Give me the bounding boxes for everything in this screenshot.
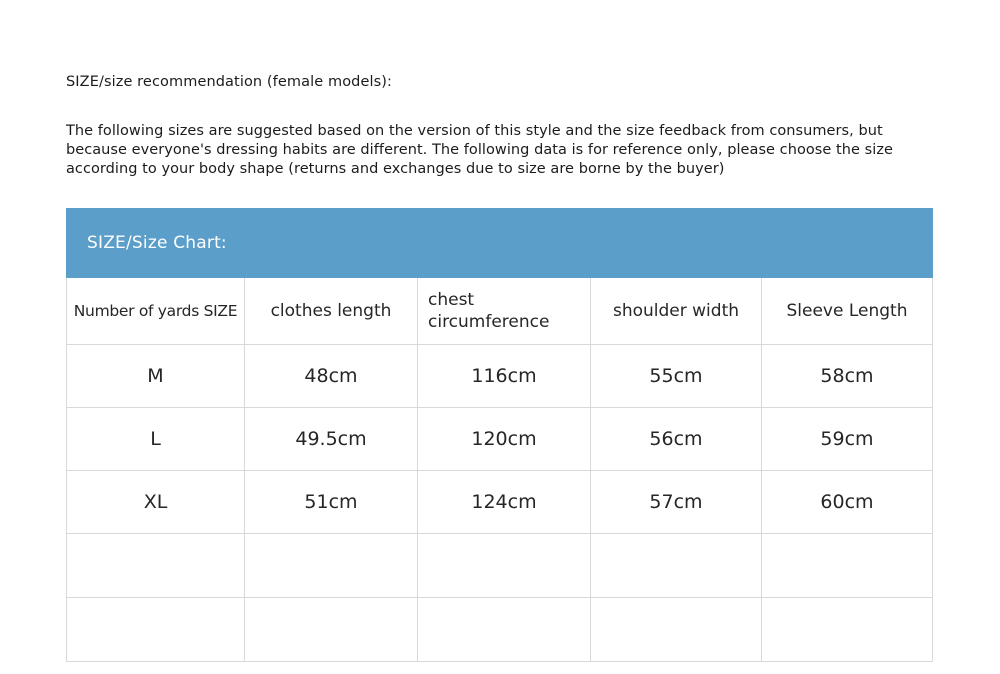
- size-table: [66, 208, 933, 662]
- size-table-container: [66, 208, 932, 662]
- intro-paragraph: The following sizes are suggested based on the version of this style and the size feedback from consumers, but because everyone's dressing habits are different. The following data is for reference only, please choose the size according to your body shape (returns and exchanges due to size are borne by the buyer): [66, 123, 893, 177]
- table-row: [67, 471, 933, 534]
- cell-size: L: [67, 408, 245, 471]
- cell-sleeve-length: 60cm: [762, 471, 933, 534]
- table-header-row: [67, 278, 933, 345]
- cell-sleeve-length: 58cm: [762, 345, 933, 408]
- cell-chest-circumference: [418, 598, 591, 662]
- cell-chest-circumference: 120cm: [418, 408, 591, 471]
- table-row: [67, 408, 933, 471]
- cell-size: M: [67, 345, 245, 408]
- intro-title: SIZE/size recommendation (female models):: [66, 74, 393, 90]
- table-title-row: [67, 209, 933, 278]
- table-row: [67, 534, 933, 598]
- cell-sleeve-length: [762, 534, 933, 598]
- cell-clothes-length: 48cm: [245, 345, 418, 408]
- cell-shoulder-width: 55cm: [591, 345, 762, 408]
- header-cell-size: Number of yards SIZE: [67, 278, 245, 345]
- cell-chest-circumference: 116cm: [418, 345, 591, 408]
- cell-clothes-length: [245, 534, 418, 598]
- header-cell-shoulder-width: shoulder width: [591, 278, 762, 345]
- cell-sleeve-length: 59cm: [762, 408, 933, 471]
- cell-shoulder-width: 56cm: [591, 408, 762, 471]
- cell-size: XL: [67, 471, 245, 534]
- cell-sleeve-length: [762, 598, 933, 662]
- header-cell-sleeve-length: Sleeve Length: [762, 278, 933, 345]
- cell-clothes-length: [245, 598, 418, 662]
- table-row: [67, 345, 933, 408]
- chart-title: SIZE/Size Chart:: [67, 209, 933, 278]
- cell-clothes-length: 49.5cm: [245, 408, 418, 471]
- header-cell-clothes-length: clothes length: [245, 278, 418, 345]
- intro-paragraph-block: [66, 122, 938, 179]
- cell-size: [67, 598, 245, 662]
- cell-shoulder-width: [591, 534, 762, 598]
- cell-chest-circumference: [418, 534, 591, 598]
- cell-shoulder-width: [591, 598, 762, 662]
- header-cell-chest-circumference: chest circumference: [418, 278, 591, 345]
- cell-shoulder-width: 57cm: [591, 471, 762, 534]
- cell-clothes-length: 51cm: [245, 471, 418, 534]
- cell-chest-circumference: 124cm: [418, 471, 591, 534]
- table-row: [67, 598, 933, 662]
- cell-size: [67, 534, 245, 598]
